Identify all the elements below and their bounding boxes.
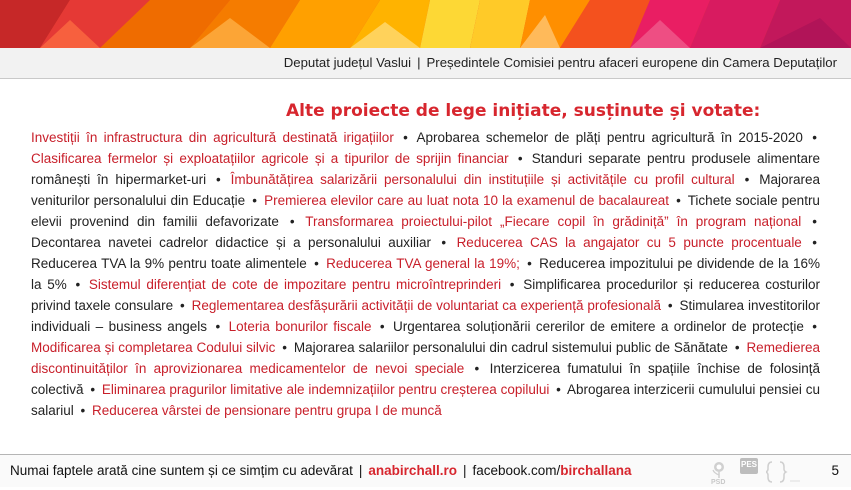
- bullet-separator: •: [734, 340, 740, 355]
- project-item: Remedierea discontinuităților în aprovizionarea medicamentelor de nevoi speciale: [31, 340, 820, 376]
- project-item: Interzicerea fumatului în spațiile închise de folosință colectivă: [31, 361, 820, 397]
- project-item: Stimularea investitorilor individuali – business angels: [31, 298, 820, 334]
- project-item: Loteria bonurilor fiscale: [228, 319, 372, 334]
- project-item: Simplificarea procedurilor și reducerea costurilor privind taxele consulare: [31, 277, 820, 313]
- bullet-separator: •: [812, 130, 817, 145]
- project-item: Reducerea impozitului pe dividende de la 16% la 5%: [31, 256, 820, 292]
- project-item: Îmbunătățirea salarizării personalului din instituțiile și activitățile cu profil cultural: [230, 172, 735, 187]
- subheader-text: [284, 55, 837, 70]
- bullet-separator: •: [517, 151, 523, 166]
- bullet-separator: •: [509, 277, 515, 292]
- bullet-separator: •: [403, 130, 408, 145]
- bullet-separator: •: [75, 277, 81, 292]
- project-item: Decontarea navetei cadrelor didactice și a personalului auxiliar: [31, 235, 432, 250]
- project-item: Tichete sociale pentru elevii provenind din familii defavorizate: [31, 193, 820, 229]
- footer-text: [10, 463, 632, 478]
- bullet-separator: •: [180, 298, 185, 313]
- pes-logo-text: PES: [741, 460, 758, 469]
- project-item: Reducerea TVA general la 19%;: [326, 256, 520, 271]
- bullet-separator: •: [474, 361, 480, 376]
- project-item: Abrogarea interzicerii cumulului pensiei cu salariul: [31, 382, 820, 418]
- project-item: Sistemul diferențiat de cote de impozitare pentru microîntreprinderi: [88, 277, 502, 292]
- page-number: 5: [831, 463, 839, 478]
- facebook-link[interactable]: [472, 463, 631, 478]
- bullet-separator: •: [289, 214, 295, 229]
- footer-separator: |: [462, 463, 467, 478]
- bracket-logo-icon: [766, 459, 802, 485]
- footer-separator: |: [358, 463, 363, 478]
- bullet-separator: •: [812, 214, 817, 229]
- bullet-separator: •: [667, 298, 673, 313]
- project-item: Majorarea veniturilor personalului din Educație: [31, 172, 820, 208]
- project-item: Standuri separate pentru produsele alimentare românești în hipermarket-uri: [31, 151, 820, 187]
- footer-bar: [0, 454, 851, 487]
- project-item: Reglementarea desfășurării activității de voluntariat ca experiență profesională: [191, 298, 661, 313]
- bullet-separator: •: [252, 193, 257, 208]
- bullet-separator: •: [216, 172, 221, 187]
- project-item: Reducerea CAS la angajator cu 5 puncte procentuale: [456, 235, 802, 250]
- bullet-separator: •: [90, 382, 96, 397]
- project-item: Transformarea proiectului-pilot „Fiecare copil în grădiniță” în program național: [305, 214, 802, 229]
- projects-paragraph: [31, 127, 820, 445]
- committee-title: Președintele Comisiei pentru afaceri europene din Camera Deputaților: [426, 55, 837, 70]
- project-item: Eliminarea pragurilor limitative ale indemnizațiilor pentru creșterea copilului: [101, 382, 550, 397]
- pes-logo-icon: [740, 458, 758, 474]
- project-item: Clasificarea fermelor și exploatațiilor agricole și a tipurilor de sprijin financiar: [31, 151, 509, 166]
- bullet-separator: •: [282, 340, 287, 355]
- section-title: Alte proiecte de lege inițiate, susținute și votate:: [286, 101, 761, 121]
- bullet-separator: •: [556, 382, 561, 397]
- project-item: Majorarea salariilor personalului din cadrul sistemului public de Sănătate: [293, 340, 728, 355]
- facebook-handle: birchallana: [560, 463, 632, 478]
- project-item: Urgentarea soluționării cererilor de emitere a ordinelor de protecție: [393, 319, 804, 334]
- header-banner: [0, 0, 851, 48]
- project-item: Modificarea și completarea Codului silvic: [31, 340, 276, 355]
- party-logos: [706, 458, 816, 486]
- subheader-bar: [0, 48, 851, 79]
- bullet-separator: •: [314, 256, 319, 271]
- bullet-separator: •: [441, 235, 447, 250]
- psd-logo-text: PSD: [711, 479, 726, 485]
- website-link[interactable]: anabirchall.ro: [368, 463, 457, 478]
- rose-logo-icon: [708, 458, 734, 485]
- deputy-title: Deputat județul Vaslui: [283, 55, 412, 70]
- bullet-separator: •: [744, 172, 750, 187]
- banner-graphic: [0, 0, 851, 48]
- bullet-separator: •: [812, 235, 817, 250]
- bullet-separator: •: [676, 193, 681, 208]
- bullet-separator: •: [812, 319, 817, 334]
- bullet-separator: •: [527, 256, 532, 271]
- header-separator: |: [417, 55, 421, 70]
- bullet-separator: •: [215, 319, 221, 334]
- footer-slogan: Numai faptele arată cine suntem și ce simțim cu adevărat: [10, 463, 353, 478]
- bullet-separator: •: [379, 319, 385, 334]
- project-item: Reducerea vârstei de pensionare pentru grupa I de muncă: [92, 403, 442, 418]
- project-item: Investiții în infrastructura din agricultură destinată irigațiilor: [31, 130, 394, 145]
- project-item: Aprobarea schemelor de plăți pentru agricultură în 2015-2020: [416, 130, 803, 145]
- project-item: Reducerea TVA la 9% pentru toate alimentele: [31, 256, 307, 271]
- bullet-separator: •: [80, 403, 86, 418]
- project-item: Premierea elevilor care au luat nota 10 la examenul de bacalaureat: [264, 193, 669, 208]
- facebook-prefix: facebook.com/: [472, 463, 561, 478]
